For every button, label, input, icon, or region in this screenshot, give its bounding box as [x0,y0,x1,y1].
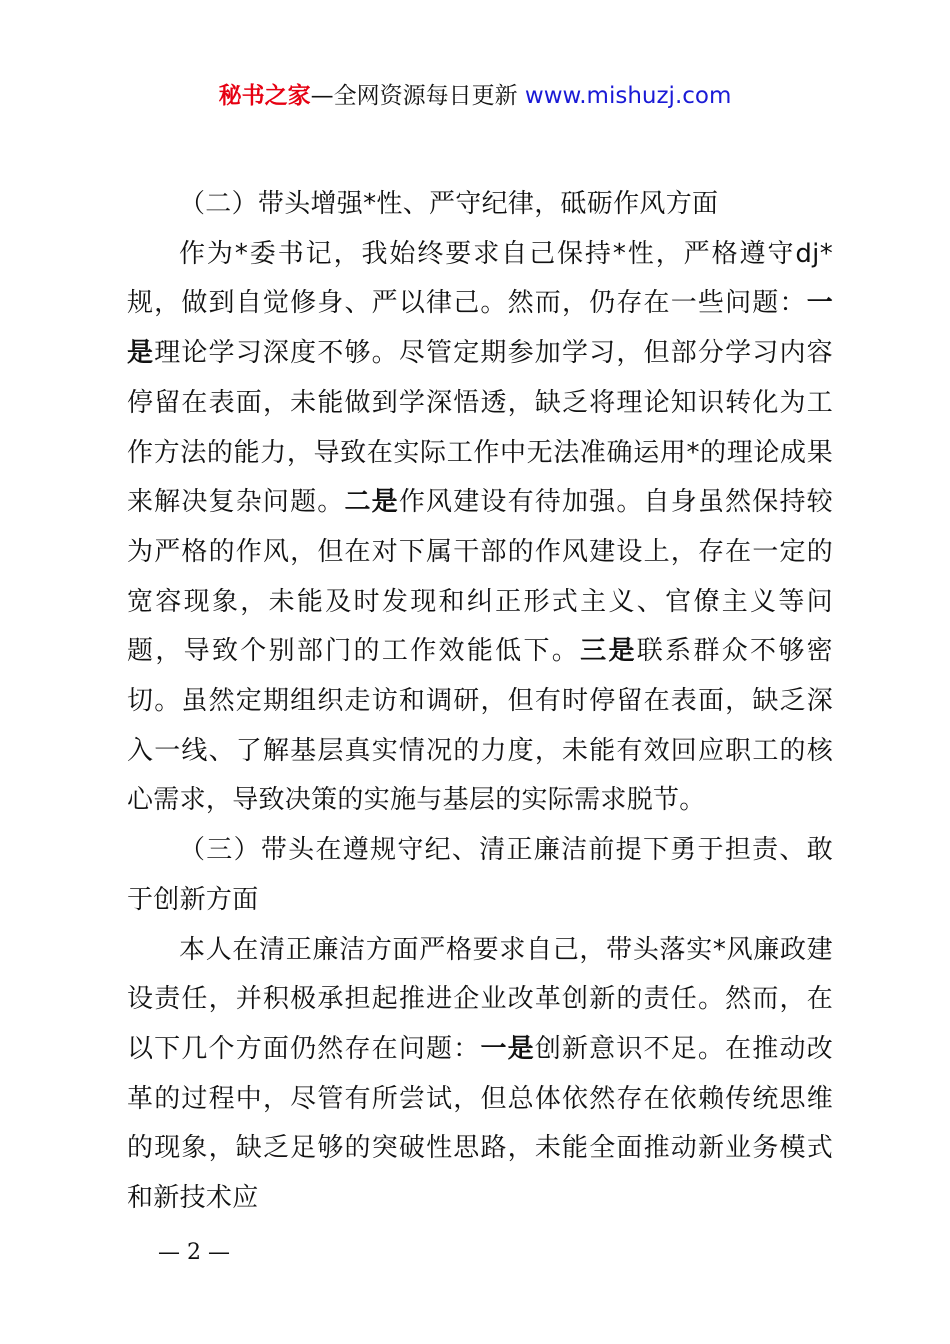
point-text-1: 创新意识不足。在推动改革的过程中，尽管有所尝试，但总体依然存在依赖传统思维的现象，缺乏足够的突破性思路，未能全面推动新业务模式和新技术应 [127,1033,833,1214]
point-marker-2: 二是 [344,487,399,518]
point-text-2: 作风建设有待加强。自身虽然保持较为严格的作风，但在对下属干部的作风建设上，存在一定的宽容现象，未能及时发现和纠正形式主义、官僚主义等问题，导致个别部门的工作效能低下。 [127,487,833,667]
point-marker-1: 一是 [480,1033,535,1064]
site-header [0,80,950,112]
site-name: 秘书之家 [218,83,311,109]
site-url-link[interactable]: www.mishuzj.com [524,83,732,109]
site-tagline: —全网资源每日更新 [310,83,525,109]
point-text-3: 联系群众不够密切。虽然定期组织走访和调研，但有时停留在表面，缺乏深入一线、了解基层真实情况的力度，未能有效回应职工的核心需求，导致决策的实施与基层的实际需求脱节。 [127,636,833,816]
body-text [127,180,833,1224]
paragraph-section-2 [127,230,833,826]
section-heading-3: （三）带头在遵规守纪、清正廉洁前提下勇于担责、敢于创新方面 [127,835,833,915]
paragraph-intro: 本人在清正廉洁方面严格要求自己，带头落实*风廉政建设责任，并积极承担起推进企业改革创新的责任。然而，在以下几个方面仍然存在问题： [127,934,833,1064]
point-text-1: 理论学习深度不够。尽管定期参加学习，但部分学习内容停留在表面，未能做到学深悟透，缺乏将理论知识转化为工作方法的能力，导致在实际工作中无法准确运用*的理论成果来解决复杂问题。 [127,338,833,518]
point-marker-3: 三是 [580,636,637,667]
page-number: — 2 — [158,1240,230,1265]
paragraph-section-3 [127,926,833,1224]
paragraph-intro: 作为*委书记，我始终要求自己保持*性，严格遵守dj*规，做到自觉修身、严以律己。然而，仍存在一些问题： [127,238,833,319]
point-marker-1: 一是 [127,288,833,369]
section-heading-2: （二）带头增强*性、严守纪律，砥砺作风方面 [179,189,719,219]
